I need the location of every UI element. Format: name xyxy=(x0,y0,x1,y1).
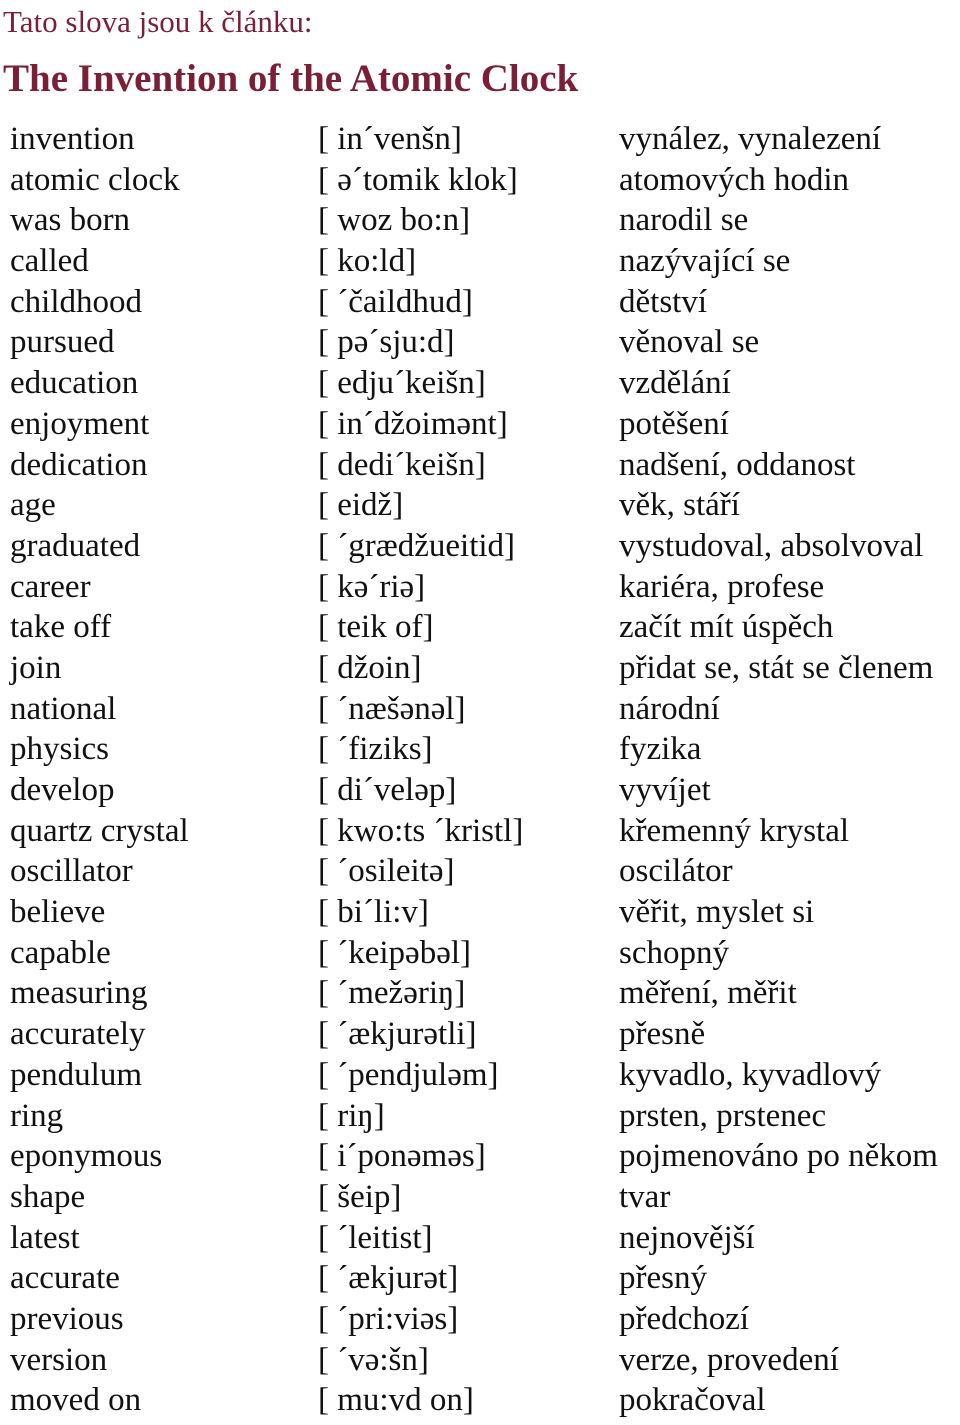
vocab-word: enjoyment xyxy=(10,405,150,442)
page-title: The Invention of the Atomic Clock xyxy=(3,57,579,100)
vocab-translation: pojmenováno po někom xyxy=(619,1138,938,1175)
vocab-pronunciation: [ i´ponəməs] xyxy=(318,1138,486,1175)
vocab-pronunciation: [ ´grædžueitid] xyxy=(318,527,516,564)
vocab-translation: kariéra, profese xyxy=(619,568,825,605)
vocab-translation: narodil se xyxy=(619,202,749,239)
vocab-translation: potěšení xyxy=(619,405,729,442)
vocab-translation: křemenný krystal xyxy=(619,812,850,849)
vocab-word: dedication xyxy=(10,446,148,483)
vocab-word: ring xyxy=(10,1097,64,1134)
vocab-translation: věnoval se xyxy=(619,324,760,361)
vocab-word: age xyxy=(10,487,56,524)
vocab-row xyxy=(0,567,960,608)
vocab-row xyxy=(0,892,960,933)
vocab-pronunciation: [ ´čaildhud] xyxy=(318,283,473,320)
vocab-row xyxy=(0,200,960,241)
vocab-pronunciation: [ riŋ] xyxy=(318,1097,385,1134)
vocab-translation: vzdělání xyxy=(619,365,731,402)
vocab-word: capable xyxy=(10,934,111,971)
vocab-row xyxy=(0,241,960,282)
vocab-pronunciation: [ ´keipəbəl] xyxy=(318,934,471,971)
vocab-row xyxy=(0,1096,960,1137)
vocab-row xyxy=(0,851,960,892)
vocab-pronunciation: [ ´osileitə] xyxy=(318,853,455,890)
vocab-pronunciation: [ ´pri:viəs] xyxy=(318,1300,459,1337)
vocab-row xyxy=(0,322,960,363)
vocab-row xyxy=(0,770,960,811)
vocab-pronunciation: [ dedi´keišn] xyxy=(318,446,486,483)
vocab-word: shape xyxy=(10,1178,86,1215)
vocab-pronunciation: [ woz bo:n] xyxy=(318,202,471,239)
vocab-translation: přesně xyxy=(619,1016,706,1053)
vocab-word: education xyxy=(10,365,139,402)
vocab-row xyxy=(0,973,960,1014)
vocab-pronunciation: [ ´pendjuləm] xyxy=(318,1056,499,1093)
vocab-pronunciation: [ ´ækjurətli] xyxy=(318,1016,477,1053)
vocab-translation: přidat se, stát se členem xyxy=(619,649,934,686)
vocab-word: version xyxy=(10,1341,108,1378)
vocab-row xyxy=(0,933,960,974)
vocab-row xyxy=(0,811,960,852)
vocab-row xyxy=(0,404,960,445)
vocab-pronunciation: [ mu:vd on] xyxy=(318,1382,474,1419)
vocab-word: childhood xyxy=(10,283,142,320)
vocab-word: take off xyxy=(10,609,112,646)
vocab-translation: začít mít úspěch xyxy=(619,609,834,646)
vocab-row xyxy=(0,526,960,567)
vocab-pronunciation: [ ´næšənəl] xyxy=(318,690,466,727)
vocab-pronunciation: [ ´fiziks] xyxy=(318,731,433,768)
vocab-word: career xyxy=(10,568,91,605)
vocab-translation: atomových hodin xyxy=(619,161,850,198)
vocab-pronunciation: [ ´və:šn] xyxy=(318,1341,429,1378)
vocab-translation: vystudoval, absolvoval xyxy=(619,527,924,564)
vocab-translation: prsten, prstenec xyxy=(619,1097,827,1134)
vocab-word: pendulum xyxy=(10,1056,142,1093)
vocab-pronunciation: [ eidž] xyxy=(318,487,404,524)
vocab-translation: dětství xyxy=(619,283,707,320)
vocab-translation: nadšení, oddanost xyxy=(619,446,856,483)
vocab-pronunciation: [ bi´li:v] xyxy=(318,894,429,931)
vocab-row xyxy=(0,607,960,648)
vocab-word: oscillator xyxy=(10,853,133,890)
vocab-pronunciation: [ ´mežəriŋ] xyxy=(318,975,466,1012)
vocab-translation: oscilátor xyxy=(619,853,733,890)
vocab-word: develop xyxy=(10,772,115,808)
vocab-row xyxy=(0,363,960,404)
vocab-translation: vyvíjet xyxy=(619,772,711,808)
vocab-translation: národní xyxy=(619,690,720,727)
vocab-word: believe xyxy=(10,894,106,931)
vocab-translation: vynález, vynalezení xyxy=(619,121,882,157)
vocab-row xyxy=(0,1380,960,1421)
vocab-row xyxy=(0,729,960,770)
vocabulary-list xyxy=(0,119,960,1421)
vocab-row xyxy=(0,119,960,160)
vocab-translation: nazývající se xyxy=(619,243,791,280)
vocab-row xyxy=(0,1136,960,1177)
vocab-row xyxy=(0,282,960,323)
vocab-translation: kyvadlo, kyvadlový xyxy=(619,1056,882,1093)
vocab-translation: verze, provedení xyxy=(619,1341,839,1378)
vocab-word: pursued xyxy=(10,324,115,361)
vocab-translation: nejnovější xyxy=(619,1219,755,1256)
vocab-word: invention xyxy=(10,121,135,157)
vocab-pronunciation: [ in´venšn] xyxy=(318,121,462,157)
vocab-word: graduated xyxy=(10,527,141,564)
vocab-word: moved on xyxy=(10,1382,142,1419)
vocab-pronunciation: [ ´ækjurət] xyxy=(318,1260,459,1297)
vocab-pronunciation: [ teik of] xyxy=(318,609,434,646)
vocab-row xyxy=(0,1299,960,1340)
vocab-pronunciation: [ pə´sju:d] xyxy=(318,324,455,361)
vocab-translation: fyzika xyxy=(619,731,702,768)
vocab-word: called xyxy=(10,243,89,280)
vocab-row xyxy=(0,689,960,730)
vocab-word: atomic clock xyxy=(10,161,180,198)
vocab-pronunciation: [ kə´riə] xyxy=(318,568,426,605)
vocab-row xyxy=(0,160,960,201)
article-subtitle: Tato slova jsou k článku: xyxy=(3,4,313,39)
vocab-word: join xyxy=(10,649,62,686)
vocab-word: eponymous xyxy=(10,1138,163,1175)
vocab-word: accurately xyxy=(10,1016,146,1053)
vocab-word: latest xyxy=(10,1219,80,1256)
vocab-translation: věk, stáří xyxy=(619,487,740,524)
vocab-row xyxy=(0,1340,960,1381)
vocab-translation: tvar xyxy=(619,1178,671,1215)
vocab-word: previous xyxy=(10,1300,124,1337)
vocab-row xyxy=(0,1177,960,1218)
vocab-row xyxy=(0,1218,960,1259)
vocab-pronunciation: [ kwo:ts ´kristl] xyxy=(318,812,524,849)
vocab-pronunciation: [ džoin] xyxy=(318,649,422,686)
vocab-pronunciation: [ ə´tomik klok] xyxy=(318,161,518,198)
vocab-word: accurate xyxy=(10,1260,120,1297)
vocab-pronunciation: [ šeip] xyxy=(318,1178,402,1215)
vocab-pronunciation: [ ´leitist] xyxy=(318,1219,433,1256)
vocab-pronunciation: [ in´džoimənt] xyxy=(318,405,508,442)
vocab-translation: věřit, myslet si xyxy=(619,894,815,931)
vocab-row xyxy=(0,1014,960,1055)
vocab-row xyxy=(0,485,960,526)
vocab-pronunciation: [ edju´keišn] xyxy=(318,365,486,402)
vocab-word: quartz crystal xyxy=(10,812,189,849)
vocab-word: physics xyxy=(10,731,109,768)
vocab-pronunciation: [ ko:ld] xyxy=(318,243,417,280)
vocab-row xyxy=(0,1055,960,1096)
vocab-word: was born xyxy=(10,202,131,239)
vocab-pronunciation: [ di´veləp] xyxy=(318,772,457,808)
vocab-translation: měření, měřit xyxy=(619,975,797,1012)
vocab-row xyxy=(0,445,960,486)
vocab-word: measuring xyxy=(10,975,148,1012)
vocab-translation: pokračoval xyxy=(619,1382,766,1419)
vocab-row xyxy=(0,648,960,689)
vocab-translation: schopný xyxy=(619,934,729,971)
vocab-translation: přesný xyxy=(619,1260,707,1297)
vocab-translation: předchozí xyxy=(619,1300,750,1337)
vocab-row xyxy=(0,1258,960,1299)
vocab-word: national xyxy=(10,690,117,727)
